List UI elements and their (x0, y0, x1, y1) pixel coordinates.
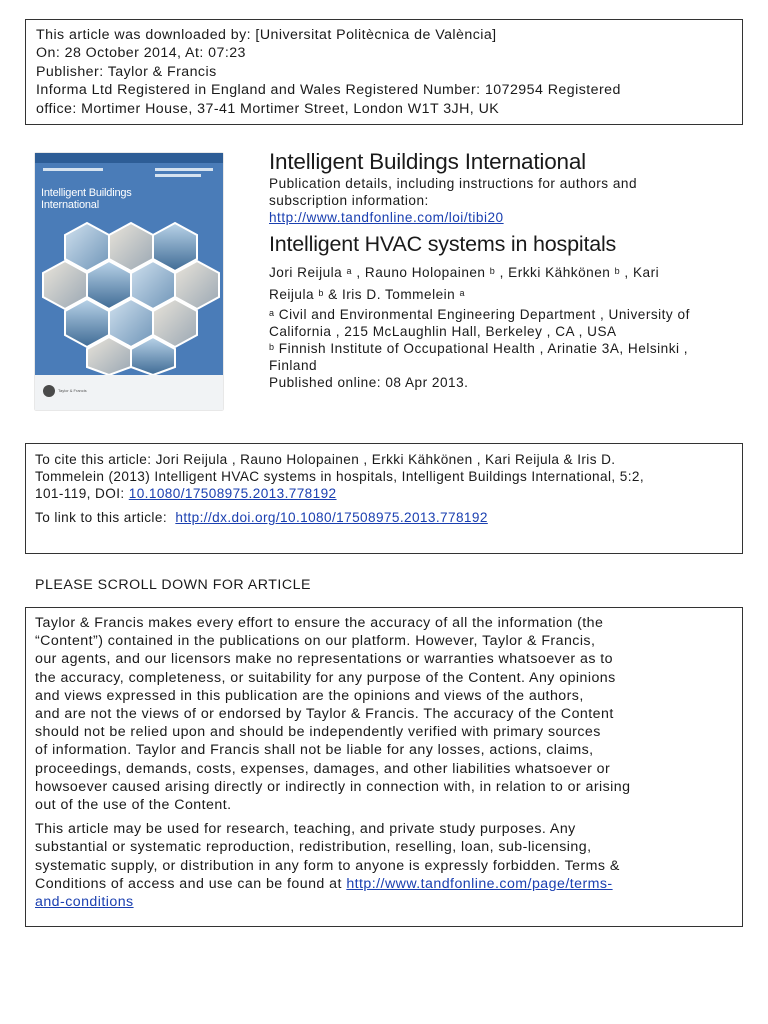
journal-title: Intelligent Buildings International (269, 149, 586, 174)
download-info-box (25, 19, 743, 125)
scroll-note: PLEASE SCROLL DOWN FOR ARTICLE (35, 577, 311, 593)
link-label: To link to this article: (35, 510, 167, 526)
journal-cover-image (35, 153, 223, 410)
disclaimer-line: substantial or systematic reproduction, redistribution, reselling, loan, sub-licensing, (35, 839, 592, 856)
download-line: Publisher: Taylor & Francis (36, 63, 217, 80)
disclaimer-line: our agents, and our licensors make no representations or warranties whatsoever as to (35, 651, 613, 668)
article-info (269, 148, 739, 391)
publication-details (269, 176, 739, 226)
affiliation-marker: a (269, 308, 275, 319)
affiliation-text: Finnish Institute of Occupational Health , Arinatie 3A, Helsinki , (278, 340, 689, 356)
disclaimer-line: out of the use of the Content. (35, 797, 232, 814)
article-title: Intelligent HVAC systems in hospitals (269, 232, 617, 257)
affiliation-marker: b (489, 266, 496, 277)
download-line: On: 28 October 2014, At: 07:23 (36, 45, 246, 62)
disclaimer-box (25, 607, 743, 927)
publisher-logo-icon (43, 385, 55, 397)
author-name: & Iris D. Tommelein (328, 287, 456, 303)
disclaimer-line: This article may be used for research, teaching, and private study purposes. Any (35, 821, 576, 838)
disclaimer-line: proceedings, demands, costs, expenses, damages, and other liabilities whatsoever or (35, 760, 611, 777)
affiliation-marker: a (459, 288, 466, 299)
cover-publisher: Taylor & Francis (58, 388, 87, 393)
affiliations (269, 307, 739, 391)
doi-link[interactable]: 10.1080/17508975.2013.778192 (128, 485, 337, 501)
disclaimer-line: of information. Taylor and Francis shall not be liable for any losses, actions, claims, (35, 742, 594, 759)
author-name: , Rauno Holopainen (356, 265, 486, 281)
affiliation-text: California , 215 McLaughlin Hall, Berkeley , CA , USA (269, 324, 617, 340)
author-name: , Kari (624, 265, 660, 281)
disclaimer-line: Taylor & Francis makes every effort to ensure the accuracy of all the information (the (35, 615, 604, 631)
cover-title (41, 187, 132, 211)
download-line: Informa Ltd Registered in England and Wales Registered Number: 1072954 Registered (36, 82, 621, 99)
disclaimer-paragraph (35, 614, 733, 814)
citation-line: 101-119, DOI: (35, 485, 125, 501)
published-date: Published online: 08 Apr 2013. (269, 374, 469, 390)
details-line: subscription information: (269, 192, 429, 208)
citation-box (25, 443, 743, 554)
download-line: This article was downloaded by: [Universitat Politècnica de València] (36, 27, 497, 43)
authors (269, 262, 739, 306)
disclaimer-paragraph (35, 820, 733, 911)
citation-line: Tommelein (2013) Intelligent HVAC systems in hospitals, Intelligent Buildings International, 5:2, (35, 468, 645, 484)
cover-title-line: Intelligent Buildings (41, 187, 132, 199)
disclaimer-line: systematic supply, or distribution in any form to anyone is expressly forbidden. Terms & (35, 857, 620, 874)
disclaimer-line: and views expressed in this publication are the opinions and views of the authors, (35, 687, 584, 704)
affiliation-text: Civil and Environmental Engineering Department , University of (278, 307, 690, 323)
terms-link[interactable]: http://www.tandfonline.com/page/terms- (346, 875, 613, 892)
cover-title-line: International (41, 199, 99, 211)
disclaimer-line: and are not the views of or endorsed by Taylor & Francis. The accuracy of the Content (35, 706, 614, 723)
affiliation-text: Finland (269, 357, 318, 373)
author-name: , Erkki Kähkönen (499, 265, 611, 281)
disclaimer-line: Conditions of access and use can be found at (35, 875, 342, 892)
article-doi-url-link[interactable]: http://dx.doi.org/10.1080/17508975.2013.778192 (175, 510, 488, 526)
affiliation-marker: b (269, 341, 275, 352)
affiliation-marker: b (318, 288, 324, 299)
download-line: office: Mortimer House, 37-41 Mortimer Street, London W1T 3JH, UK (36, 100, 500, 117)
terms-link-continued[interactable]: and-conditions (35, 894, 134, 911)
author-name: Jori Reijula (269, 265, 343, 281)
disclaimer-line: howsoever caused arising directly or indirectly in connection with, in relation to or arising (35, 778, 631, 795)
disclaimer-line: should not be relied upon and should be independently verified with primary sources (35, 724, 601, 741)
affiliation-marker: a (346, 266, 353, 277)
details-line: Publication details, including instructions for authors and (269, 176, 638, 191)
author-name: Reijula (269, 287, 315, 303)
disclaimer-line: the accuracy, completeness, or suitability for any purpose of the Content. Any opinions (35, 669, 616, 686)
disclaimer-line: “Content”) contained in the publications on our platform. However, Taylor & Francis, (35, 633, 596, 650)
affiliation-marker: b (614, 266, 621, 277)
citation-line: To cite this article: Jori Reijula , Rauno Holopainen , Erkki Kähkönen , Kari Reijula & Iris D. (35, 452, 616, 467)
journal-url-link[interactable]: http://www.tandfonline.com/loi/tibi20 (269, 209, 504, 225)
